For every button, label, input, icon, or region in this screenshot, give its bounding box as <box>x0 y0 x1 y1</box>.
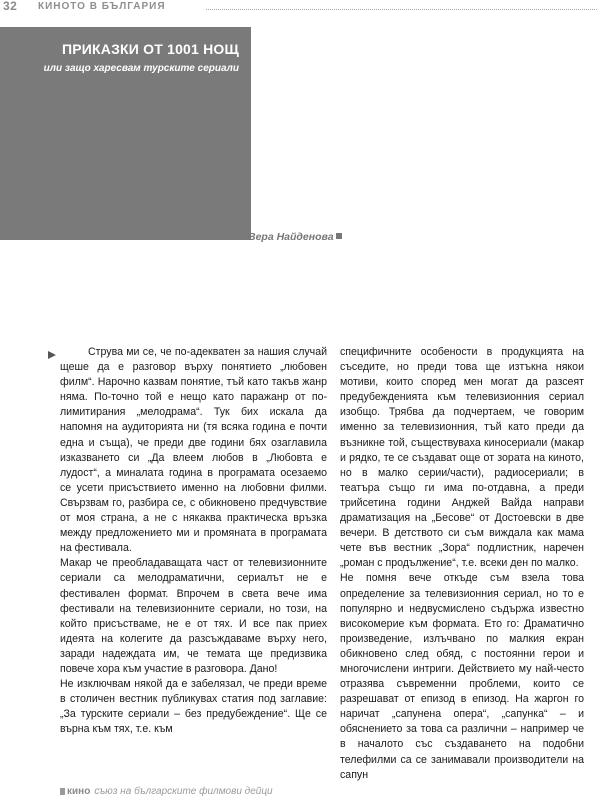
article-title: ПРИКАЗКИ ОТ 1001 НОЩ <box>61 41 239 57</box>
footer-square-marker <box>60 788 65 795</box>
paragraph: специфичните особености в продукцията на съседите, но преди това ще изтъкна някои мотиви, които според мен могат да разсеят предубежденията към телевизионния сериал изобщо. Трябва да подчертаем, че говорим именно за телевизионния, тъй като преди да възникне той, съществуваха киносериали (макар и рядко, те се създават още от зората на киното, но в малко серии/части), радиосериали; в театъра също ги има по-отдавна, а преди трийсетина години Анджей Вайда направи драматизация на „Бесове“ от Достоевски в две вечери. В детството си съм виждала как мама чете във вестник „Зора“ подлистник, наречен „роман с продължение“, т.е. всеки ден по малко. <box>340 346 584 570</box>
running-header <box>0 0 600 14</box>
author-bar <box>0 228 240 240</box>
magazine-tagline: съюз на българските филмови дейци <box>94 786 273 797</box>
column-right <box>340 345 584 783</box>
section-title: КИНОТО В БЪЛГАРИЯ <box>38 1 166 12</box>
page-footer <box>60 786 273 797</box>
article-subtitle: или защо харесвам турските сериали <box>43 63 239 74</box>
paragraph-arrow-icon <box>48 351 56 359</box>
title-block <box>0 27 251 240</box>
author-byline <box>248 231 342 243</box>
magazine-name: кино <box>67 786 91 797</box>
paragraph: Макар че преобладаващата част от телевизионните сериали са мелодраматични, сериалът не е фестивален формат. Впрочем в света вече има фестивали на телевизионните сериали, но този, на който присъстваме, не е от тях. И все пак приех идеята на колегите да разсъждаваме върху него, заради надеждата им, че темата ще предизвика повече хора към участие в разговора. Дано! <box>60 557 327 675</box>
header-dotted-rule <box>206 9 597 10</box>
author-square-marker <box>336 233 342 239</box>
page-number: 32 <box>3 0 18 13</box>
paragraph: Не изключвам някой да е забелязал, че преди време в столичен вестник публикувах статия под заглавие: „За турските сериали – без предубеждение“. Ще се върна към тях, т.е. към <box>60 678 327 736</box>
paragraph: Струва ми се, че по-адекватен за нашия случай щеше да е разговор върху понятието „любовен филм“. Нарочно казвам понятие, тъй като такъв жанр няма. По-точно той е нещо като паражанр от по-лимитирания „мелодрама“. Тук бих искала да напомня на аудиторията ни (тя всяка година е почти една и съща), че преди две години бях озаглавила изказването си „Да влеем любов в „Любовта е лудост“, а миналата година в програмата осезаемо се усети присъствието именно на любовни филми. Свързвам го, разбира се, с обикновено предчувствие от моя страна, а не с някаква практическа връзка между предложението ми и промяната в програмата на фестивала. <box>60 346 327 555</box>
author-name: Вера Найденова <box>248 231 334 243</box>
column-left <box>60 345 327 737</box>
paragraph: Не помня вече откъде съм взела това определение за телевизионния сериал, но то е популярно и недвусмислено съдържа известно високомерие към формата. Ето го: Драматично произведение, излъчвано по малкия екран обикновено след обяд, с постоянни герои и многочислени интриги. Действието му най-често отразява съвременни проблеми, които се разрешават от епизод в епизод. На жаргон го наричат „сапунена опера“, „сапунка“ – и обяснението за това са различни – например че в началото със създаването на подобни телефилми са се занимавали производители на сапун <box>340 572 584 781</box>
